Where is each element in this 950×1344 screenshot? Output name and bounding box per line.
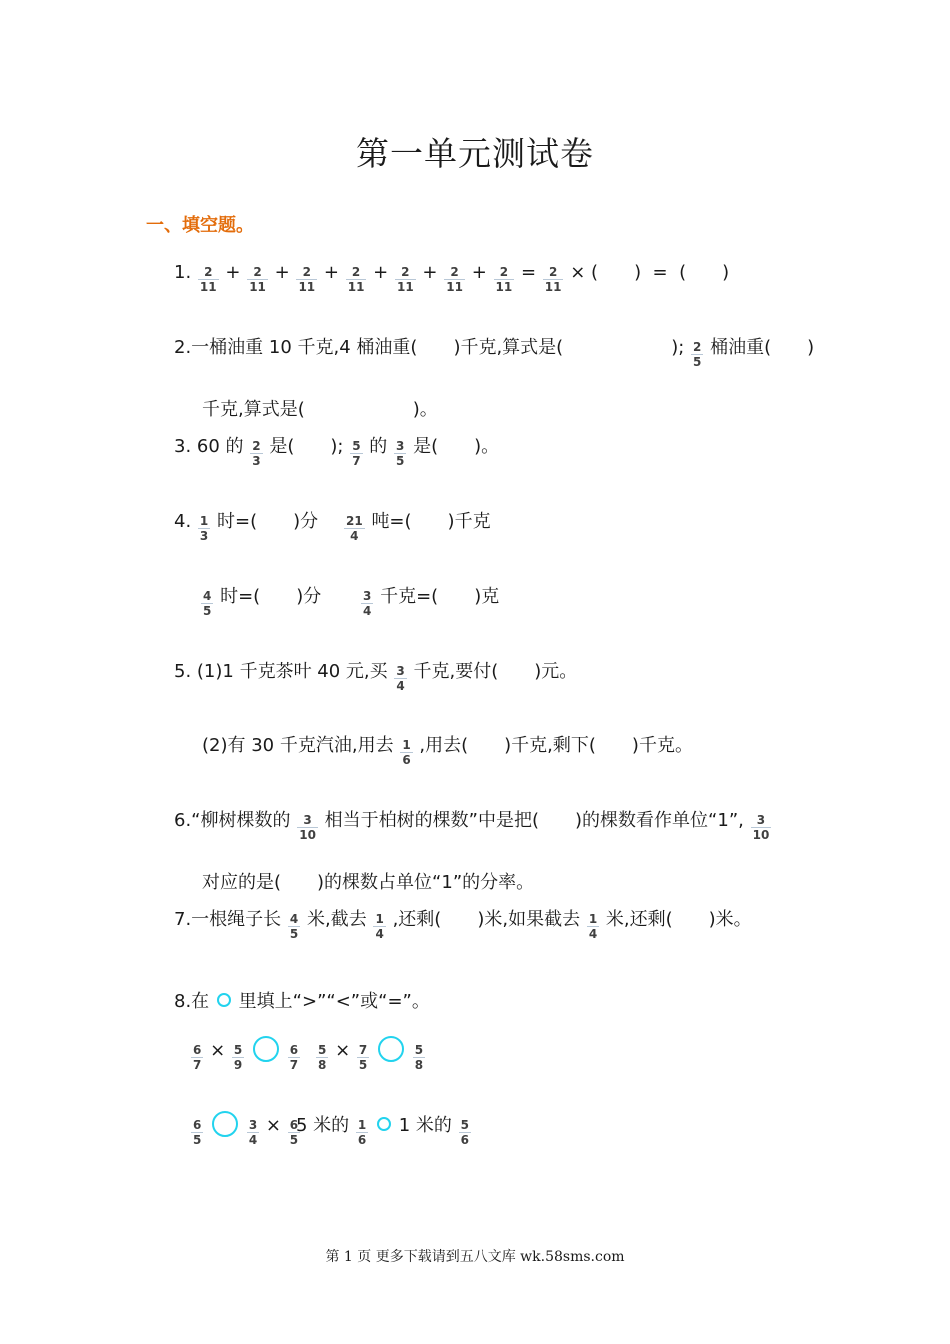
fraction: $\frac{6}{7}$ [193,1043,202,1072]
compare-circle[interactable] [377,1117,391,1131]
fraction: $\frac{2}{11}$ [544,265,562,294]
question-1: 1. $\frac{2}{11}$ + $\frac{2}{11}$ + $\frac{2}{11}$ + $\frac{2}{11}$ + $\frac{2}{11}$ + $\frac{2}{11}$ + $\frac{2}{11}$ = $\frac{2}{11}$ × ( ) = ( ) [174,262,730,294]
fraction: $\frac{3}{10}$ [752,813,770,842]
fraction: $\frac{2}{11}$ [199,265,217,294]
compare-circle[interactable] [212,1111,238,1137]
question-5-part-1: 5. (1)1 千克茶叶 40 元,买 $\frac{3}{4}$ 千克,要付( )元。 [174,661,578,693]
fraction: $\frac{4}{5}$ [289,912,299,941]
fraction: $\frac{2}{11}$ [347,265,365,294]
fraction: $\frac{3}{5}$ [396,439,405,468]
fraction: $\frac{2}{5}$ [693,340,702,369]
fraction: $\frac{3}{4}$ [363,589,372,618]
question-3: 3. 60 的 $\frac{2}{3}$ 是( ); $\frac{5}{7}$ 的 $\frac{3}{5}$ 是( )。 [174,436,500,468]
fraction: $\frac{5}{9}$ [233,1043,243,1072]
question-6: 6.“柳树棵数的 $\frac{3}{10}$ 相当于柏树的棵数”中是把( )的棵数看作单位“1”, $\frac{3}{10}$ [174,810,770,842]
fraction: $\frac{2}{11}$ [249,265,266,294]
compare-expression-1: $\frac{6}{7}$ × $\frac{5}{9}$ $\frac{6}{7}$ [190,1042,301,1071]
fraction: $\frac{1}{4}$ [588,912,598,941]
compare-expression-3: $\frac{6}{5}$ $\frac{3}{4}$ × $\frac{6}{5}$ [190,1117,301,1146]
compare-circle[interactable] [378,1036,404,1062]
question-7: 7.一根绳子长 $\frac{4}{5}$ 米,截去 $\frac{1}{4}$ ,还剩( )米,如果截去 $\frac{1}{4}$ 米,还剩( )米。 [174,909,752,941]
fraction: $\frac{21}{4}$ [346,514,363,543]
question-6-cont: 对应的是( )的棵数占单位“1”的分率。 [202,872,535,893]
fraction: $\frac{2}{11}$ [396,265,414,294]
fraction: $\frac{2}{11}$ [495,265,513,294]
fraction: $\frac{4}{5}$ [203,589,212,618]
page-title: 第一单元测试卷 [356,134,594,173]
fraction: $\frac{1}{6}$ [402,738,411,767]
fraction: $\frac{6}{7}$ [289,1043,299,1072]
fraction: $\frac{5}{7}$ [352,439,361,468]
question-4-row-1b: $\frac{21}{4}$ 吨=( )千克 [346,511,491,543]
question-4-row-2: $\frac{4}{5}$ 时=( )分 [203,586,322,618]
fraction: $\frac{3}{4}$ [396,664,405,693]
fraction: $\frac{5}{8}$ [318,1043,327,1072]
compare-expression-4: 5 米的 $\frac{1}{6}$ 1 米的 $\frac{5}{6}$ [296,1115,470,1147]
section-heading: 一、填空题。 [146,215,254,236]
fraction: $\frac{1}{4}$ [375,912,384,941]
compare-expression-2: $\frac{5}{8}$ × $\frac{7}{5}$ $\frac{5}{8}$ [315,1042,426,1071]
question-2: 2.一桶油重 10 千克,4 桶油重( )千克,算式是( ); $\frac{2}{5}$ 桶油重( ) [174,337,815,369]
fraction: $\frac{7}{5}$ [358,1043,368,1072]
fraction: $\frac{2}{3}$ [252,439,261,468]
fraction: $\frac{6}{5}$ [289,1118,299,1147]
fraction: $\frac{6}{5}$ [193,1118,202,1147]
fraction: $\frac{2}{11}$ [446,265,463,294]
question-4-row-2b: $\frac{3}{4}$ 千克=( )克 [363,586,500,618]
question-5-part-2: (2)有 30 千克汽油,用去 $\frac{1}{6}$ ,用去( )千克,剩下( )千克。 [202,735,693,767]
question-2-cont: 千克,算式是( )。 [202,399,438,420]
fraction: $\frac{3}{10}$ [299,813,316,842]
answer-blank[interactable]: ( ) [591,262,642,283]
fraction: $\frac{1}{6}$ [357,1118,367,1147]
page-footer: 第 1 页 更多下载请到五八文库 wk.58sms.com [325,1249,625,1265]
fraction: $\frac{1}{3}$ [199,514,209,543]
circle-icon [217,993,231,1007]
question-4-row-1: 4. $\frac{1}{3}$ 时=( )分 [174,511,319,543]
fraction: $\frac{2}{11}$ [298,265,316,294]
question-8: 8.在 里填上“>”“<”或“=”。 [174,991,430,1012]
fraction: $\frac{5}{6}$ [460,1118,470,1147]
fraction: $\frac{5}{8}$ [414,1043,424,1072]
fraction: $\frac{3}{4}$ [248,1118,258,1147]
compare-circle[interactable] [253,1036,279,1062]
answer-blank[interactable]: ( ) [679,262,730,283]
